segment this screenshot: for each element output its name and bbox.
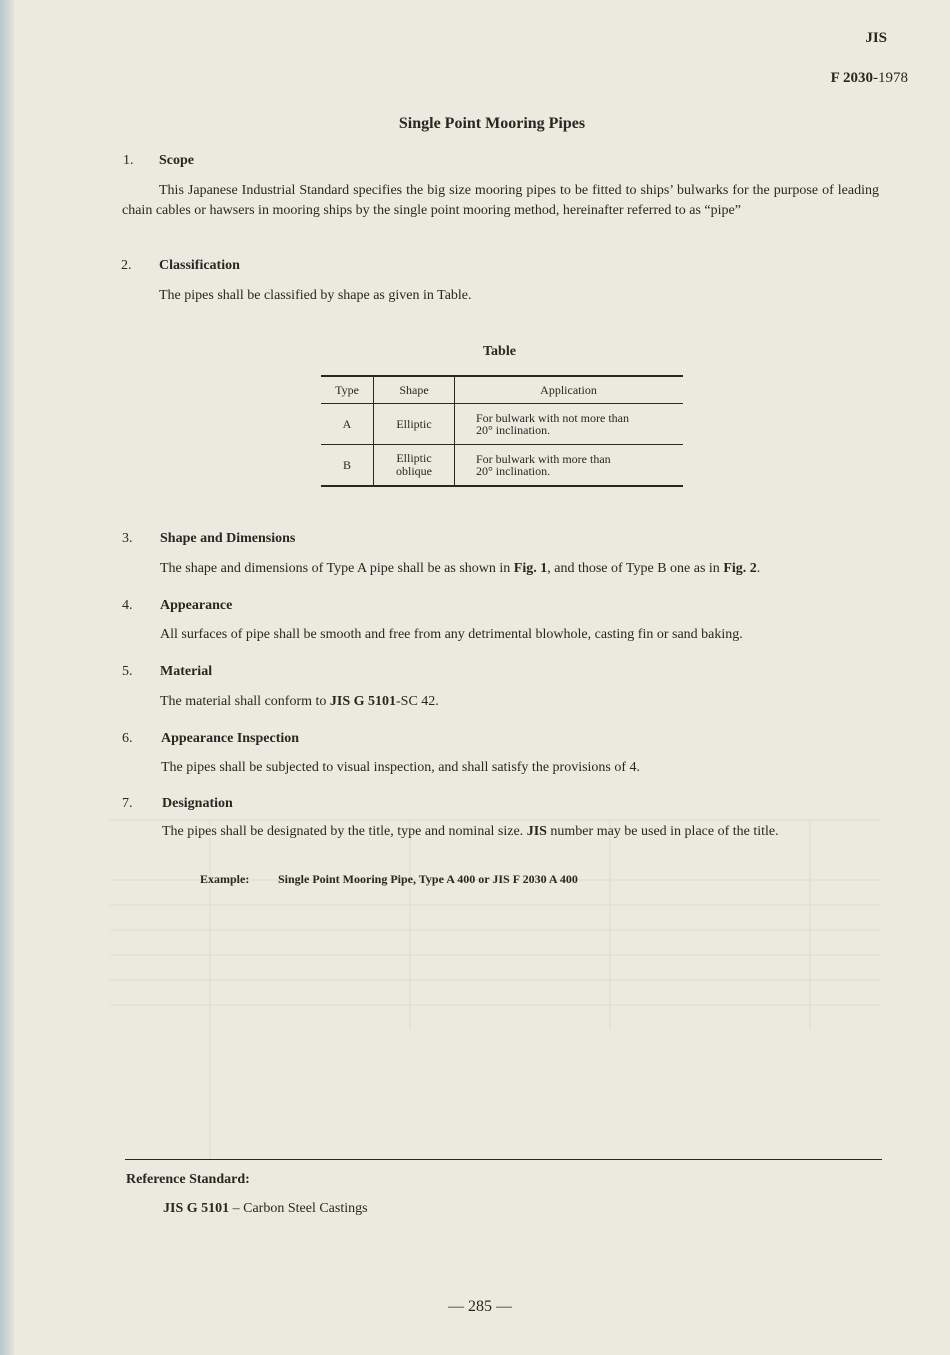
document-title: Single Point Mooring Pipes	[398, 115, 586, 132]
section-3-text-c: .	[756, 561, 761, 576]
table-row	[321, 404, 683, 445]
material-standard-reference: JIS G 5101	[329, 694, 397, 709]
col-application-header: Application	[455, 376, 684, 404]
standard-header: JIS	[865, 30, 887, 46]
example-text: Single Point Mooring Pipe, Type A 400 or JIS F 2030 A 400	[278, 872, 578, 886]
section-6-number: 6.	[122, 731, 133, 746]
reference-name: Carbon Steel Castings	[243, 1201, 368, 1216]
page-number: — 285 —	[448, 1298, 512, 1315]
shape-cell	[374, 445, 455, 487]
reference-dash: –	[229, 1201, 244, 1216]
section-2-text: The pipes shall be classified by shape as given in Table.	[159, 288, 472, 303]
shape-line: Elliptic	[396, 416, 432, 431]
section-6-title: Appearance Inspection	[161, 731, 300, 746]
application-cell	[455, 404, 684, 445]
reference-title: Reference Standard:	[126, 1172, 250, 1187]
designation-example	[200, 872, 578, 887]
jis-reference: JIS	[526, 824, 547, 839]
type-cell: B	[321, 445, 374, 487]
application-cell	[455, 445, 684, 487]
section-3-text-b: , and those of Type B one as in	[547, 561, 724, 576]
section-5-text-a: The material shall conform to	[160, 694, 330, 709]
reference-code: JIS G 5101	[163, 1201, 230, 1216]
section-3-title: Shape and Dimensions	[160, 531, 296, 546]
section-5-text	[160, 692, 439, 712]
section-7-text-a: The pipes shall be designated by the title, type and nominal size.	[162, 824, 527, 839]
section-4-number: 4.	[122, 598, 133, 613]
section-2-number: 2.	[121, 258, 132, 273]
section-7-number: 7.	[122, 796, 133, 811]
section-5-number: 5.	[122, 664, 133, 679]
fig-1-reference: Fig. 1	[513, 561, 548, 576]
section-4-title: Appearance	[160, 598, 233, 613]
fig-2-reference: Fig. 2	[723, 561, 757, 576]
section-3-text-a: The shape and dimensions of Type A pipe shall be as shown in	[160, 561, 514, 576]
application-line-1: For bulwark with more than	[476, 452, 611, 466]
application-line-2: 20° inclination.	[476, 464, 551, 478]
type-cell: A	[321, 404, 374, 445]
standard-code	[831, 70, 908, 87]
section-6-text: The pipes shall be subjected to visual inspection, and shall satisfy the provisions of 4.	[161, 760, 641, 775]
section-2-title: Classification	[159, 258, 240, 273]
section-3-text	[160, 559, 760, 579]
section-3-number: 3.	[122, 531, 133, 546]
classification-table	[321, 375, 683, 487]
col-shape-header: Shape	[374, 376, 455, 404]
table-title: Table	[483, 344, 516, 359]
section-7-text-b: number may be used in place of the title.	[546, 824, 779, 839]
section-1-title: Scope	[159, 153, 194, 168]
section-1-text: This Japanese Industrial Standard specifies the big size mooring pipes to be fitted to ships’ bulwarks for the purpose of leading chain cables or hawsers in mooring ships by the single point mooring method, hereinafter referred to as “pipe”	[122, 183, 879, 218]
table-row	[321, 445, 683, 487]
page-spine-shadow	[0, 0, 14, 1355]
shape-line-2: oblique	[396, 464, 432, 478]
application-line-2: 20° inclination.	[476, 423, 551, 437]
section-4-text: All surfaces of pipe shall be smooth and free from any detrimental blowhole, casting fin or sand baking.	[160, 627, 743, 642]
standard-code-number: F 2030	[830, 70, 873, 86]
example-label: Example:	[200, 872, 250, 886]
section-5-title: Material	[160, 664, 213, 679]
section-7-title: Designation	[162, 796, 233, 811]
section-5-text-b: -SC 42.	[396, 694, 439, 709]
standard-code-year: -1978	[873, 70, 908, 86]
reference-divider	[125, 1159, 882, 1160]
shape-line-1: Elliptic	[396, 451, 432, 465]
section-7-text	[124, 822, 883, 842]
shape-cell	[374, 404, 455, 445]
col-type-header: Type	[321, 376, 374, 404]
reference-item	[163, 1201, 368, 1217]
section-1-number: 1.	[123, 153, 134, 168]
application-line-1: For bulwark with not more than	[476, 411, 629, 425]
table-header-row	[321, 376, 683, 404]
